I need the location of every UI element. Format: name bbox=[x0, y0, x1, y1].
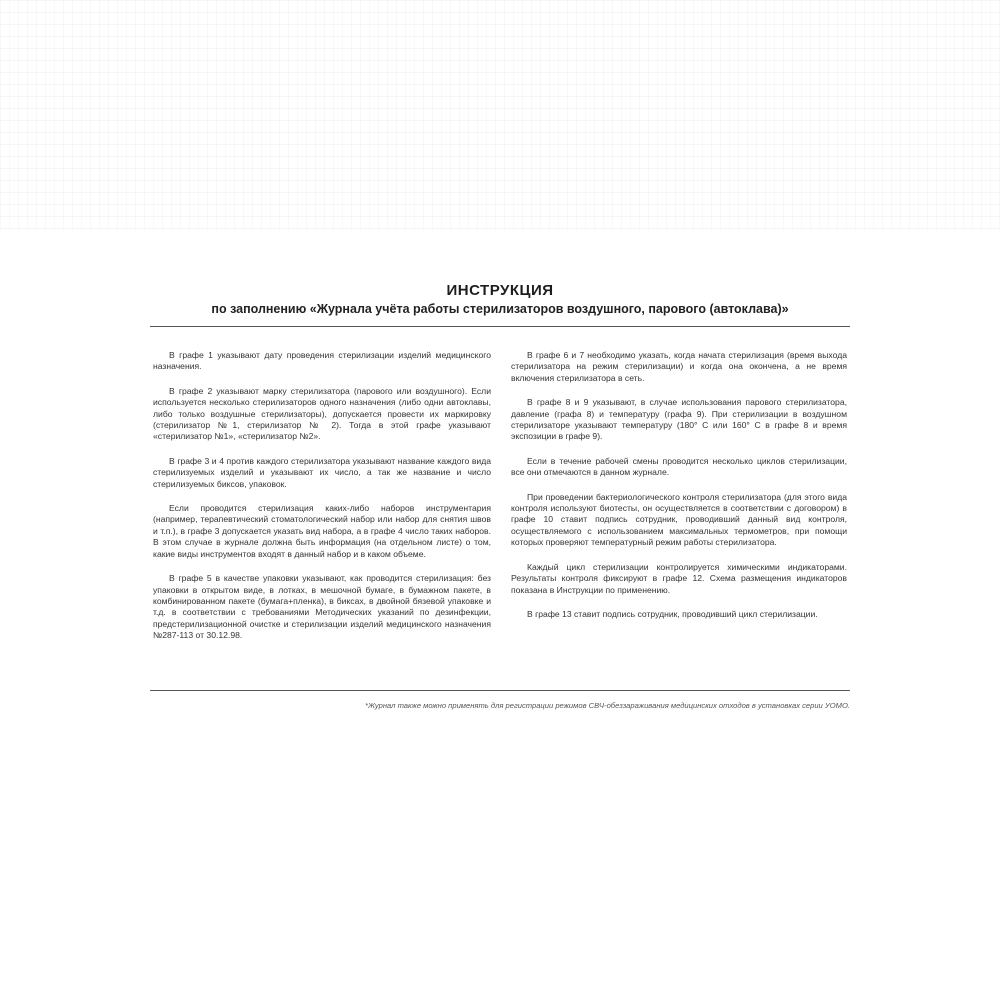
page-title: ИНСТРУКЦИЯ bbox=[446, 282, 554, 299]
paragraph: При проведении бактериологического контроля стерилизатора (для этого вида контроля используют биотесты, он осуществляется в соответствии с договором) в графе 10 ставит подпись сотрудник, проводивший данный вид контроля, осуществляемого с использованием максимальных термометров, при помощи которых проверяют температурный режим работы стерилизатора. bbox=[511, 491, 847, 548]
right-text-column bbox=[511, 350, 847, 633]
paragraph: Каждый цикл стерилизации контролируется химическими индикаторами. Результаты контроля фиксируют в графе 12. Схема размещения индикаторов показана в Инструкции по применению. bbox=[511, 561, 847, 595]
page-subtitle: по заполнению «Журнала учёта работы стерилизаторов воздушного, парового (автоклава)» bbox=[211, 302, 789, 316]
paragraph: В графе 5 в качестве упаковки указывают, как проводится стерилизация: без упаковки в открытом виде, в лотках, в мешочной бумаге, в бумажном пакете, в комбинированном пакете (бумага+пленка), в биксах, в двойной бязевой упаковке и т.д. в соответствии с требованиями Методических указаний по дезинфекции, предстерилизационной очистке и стерилизации изделий медицинского назначения №287-113 от 30.12.98. bbox=[153, 573, 491, 641]
left-text-column bbox=[153, 350, 491, 655]
paragraph: В графе 1 указывают дату проведения стерилизации изделий медицинского назначения. bbox=[153, 350, 491, 372]
paragraph: В графе 6 и 7 необходимо указать, когда начата стерилизация (время выхода стерилизатора на режим стерилизации) и когда она окончена, а не время включения стерилизатора в сеть. bbox=[511, 350, 847, 383]
top-divider bbox=[150, 326, 850, 327]
paragraph: В графе 13 ставит подпись сотрудник, проводивший цикл стерилизации. bbox=[527, 608, 818, 619]
paragraph: В графе 8 и 9 указывают, в случае использования парового стерилизатора, давление (графа 8) и температуру (графа 9). При стерилизации в воздушном стерилизаторе указывают температуру (180° С или 160° С в графе 8 и время экспозиции в графе 9). bbox=[511, 397, 847, 442]
paragraph: В графе 3 и 4 против каждого стерилизатора указывают название каждого вида стерилизуемых изделий и указывают их число, а так же название и число стерилизуемых биксов, упаковок. bbox=[153, 455, 491, 489]
paragraph: Если проводится стерилизация каких-либо наборов инструментария (например, терапевтический стоматологический набор или набор для снятия швов и т.п.), в графе 3 допускается указать вид набора, а в графе 4 число таких наборов. В этом случае в журнале должна быть информация (на отдельном листе) о том, какие виды инструментов входят в данный набор и в каком объеме. bbox=[153, 503, 491, 559]
paragraph: Если в течение рабочей смены проводится несколько циклов стерилизации, все они отмечаются в данном журнале. bbox=[511, 455, 847, 478]
footnote: *Журнал также можно применять для регистрации режимов СВЧ-обеззараживания медицинских отходов в установках серии УОМО. bbox=[365, 701, 850, 710]
paragraph: В графе 2 указывают марку стерилизатора (парового или воздушного). Если используется несколько стерилизаторов одного назначения (либо одни автоклавы, либо только воздушные стерилизаторы), допускается провести их маркировку (стерилизатор №1, стерилизатор № 2). Тогда в этой графе указывают «стерилизатор №1», «стерилизатор №2». bbox=[153, 385, 491, 442]
bottom-divider bbox=[150, 690, 850, 691]
background-grid bbox=[0, 0, 1000, 230]
